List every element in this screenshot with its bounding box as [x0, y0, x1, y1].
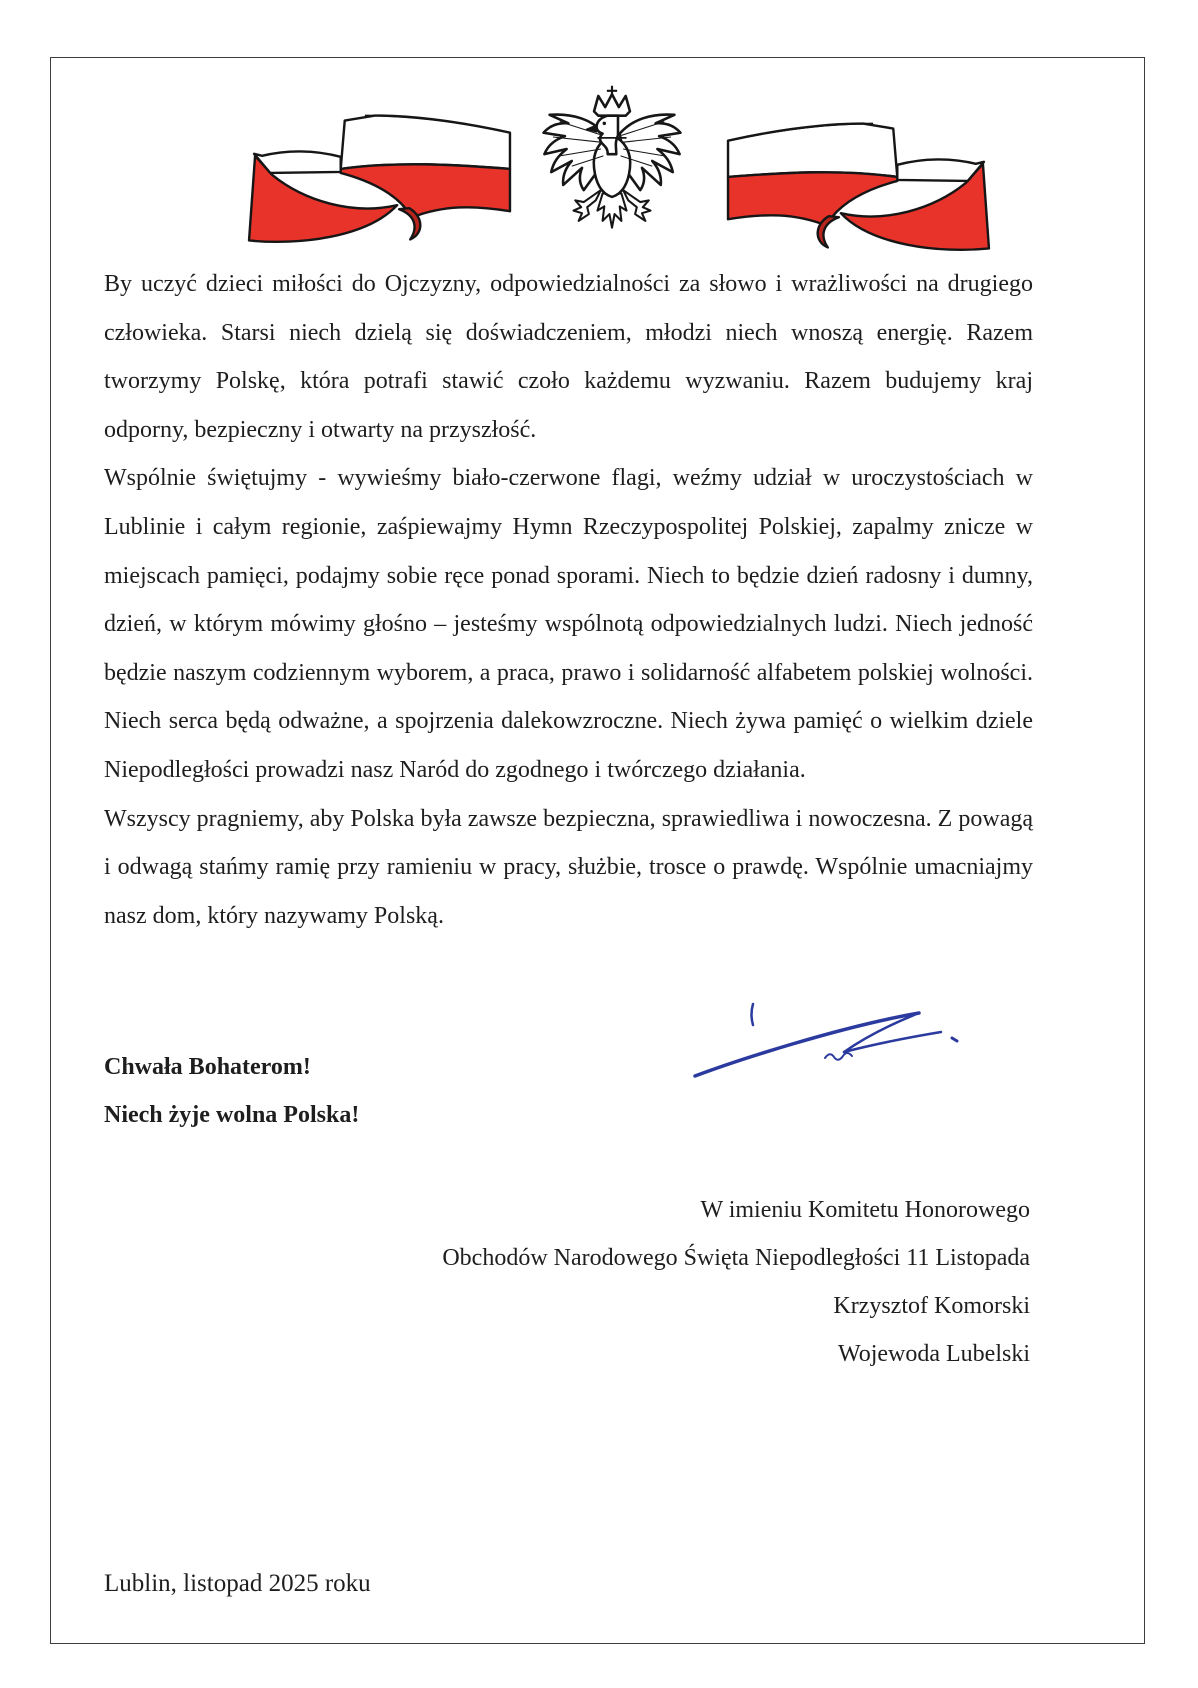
flag-ribbon-right-icon [724, 116, 994, 258]
slogans-block [104, 1043, 359, 1139]
signoff-event: Obchodów Narodowego Święta Niepodległości 11 Listopada [442, 1245, 1030, 1271]
signoff-name: Krzysztof Komorski [833, 1293, 1030, 1319]
signoff-title: Wojewoda Lubelski [837, 1341, 1030, 1367]
signoff-committee: W imieniu Komitetu Honorowego [700, 1197, 1030, 1223]
paragraph-2: Wspólnie świętujmy - wywieśmy biało-czerwone flagi, weźmy udział w uroczystościach w Lublinie i całym regionie, zaśpiewajmy Hymn Rzeczypospolitej Polskiej, zapalmy znicze w miejscach pamięci, podajmy sobie ręce ponad sporami. Niech to będzie dzień radosny i dumny, dzień, w którym mówimy głośno – jesteśmy wspólnotą odpowiedzialnych ludzi. Niech jedność będzie naszym codziennym wyborem, a praca, prawo i solidarność alfabetem polskiej wolności. Niech serca będą odważne, a spojrzenia dalekowzroczne. Niech żywa pamięć o wielkim dziele Niepodległości prowadzi nasz Naród do zgodnego i twórczego działania. [104, 465, 1033, 783]
paragraph-1: By uczyć dzieci miłości do Ojczyzny, odpowiedzialności za słowo i wrażliwości na drugiego człowieka. Starsi niech dzielą się doświadczeniem, młodzi niech wnoszą energię. Razem tworzymy Polskę, która potrafi stawić czoło każdemu wyzwaniu. Razem budujemy kraj odporny, bezpieczny i otwarty na przyszłość. [104, 271, 1033, 443]
signoff-block [104, 1186, 1030, 1378]
slogan-line-1: Chwała Bohaterom! [104, 1054, 311, 1080]
flag-ribbon-left-icon [244, 108, 514, 250]
page-border [50, 57, 1145, 1644]
slogan-line-2: Niech żyje wolna Polska! [104, 1102, 360, 1128]
polish-eagle-icon [534, 84, 690, 238]
dateline: Lublin, listopad 2025 roku [104, 1570, 371, 1597]
handwritten-signature [689, 1000, 969, 1082]
paragraph-3: Wszyscy pragniemy, aby Polska była zawsze bezpieczna, sprawiedliwa i nowoczesna. Z powagą i odwagą stańmy ramię przy ramieniu w pracy, służbie, trosce o prawdę. Wspólnie umacniajmy nasz dom, który nazywamy Polską. [104, 805, 1033, 929]
letter-body [104, 260, 1033, 940]
